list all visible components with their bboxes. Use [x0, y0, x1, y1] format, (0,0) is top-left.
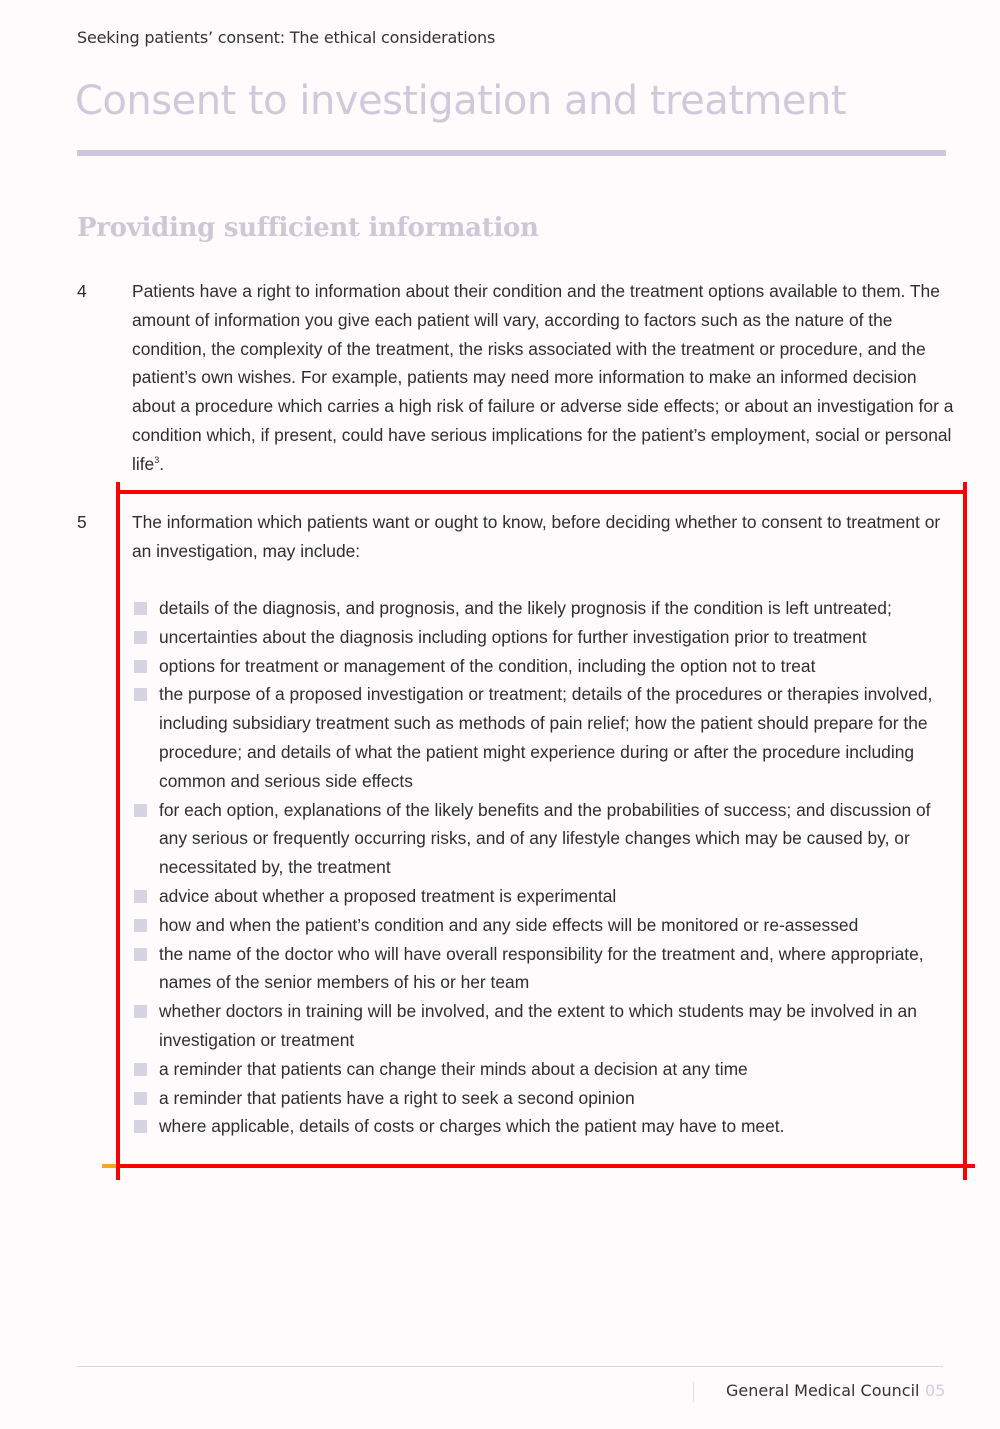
- highlight-corner-tick: [116, 482, 120, 494]
- page-number: 05: [925, 1381, 946, 1400]
- list-item-text: where applicable, details of costs or charges which the patient may have to meet.: [159, 1116, 785, 1137]
- list-item-text: the purpose of a proposed investigation or treatment; details of the procedures or therapies involved, including subsidiary treatment such as methods of pain relief; how the patient should prepare for the procedure; and details of what the patient might experience during or after the procedure including common and serious side effects: [159, 684, 933, 791]
- footer-organization: General Medical Council: [726, 1381, 920, 1400]
- list-item-text: a reminder that patients can change their minds about a decision at any time: [159, 1058, 748, 1079]
- paragraph-number: 5: [77, 512, 87, 532]
- running-head: Seeking patients’ consent: The ethical considerations: [77, 28, 496, 47]
- highlight-edge-mark: [102, 1164, 116, 1168]
- list-item-text: a reminder that patients have a right to seek a second opinion: [159, 1087, 635, 1108]
- list-item-text: uncertainties about the diagnosis including options for further investigation prior to treatment: [159, 626, 867, 647]
- paragraph-end: .: [159, 453, 165, 474]
- highlight-box: [116, 490, 967, 1168]
- paragraph-number: 4: [77, 281, 87, 301]
- footer-separator: [693, 1382, 694, 1402]
- list-item-text: for each option, explanations of the likely benefits and the probabilities of success; and discussion of any serious or frequently occurring risks, and of any lifestyle changes which may be caused by, or necessitated by, the treatment: [159, 799, 931, 878]
- list-item-text: details of the diagnosis, and prognosis, and the likely prognosis if the condition is left untreated;: [159, 598, 892, 618]
- footnote-reference[interactable]: 3: [154, 454, 160, 465]
- list-item-text: options for treatment or management of the condition, including the option not to treat: [159, 655, 816, 676]
- highlight-corner-tick: [963, 482, 967, 494]
- paragraph-text: [132, 277, 957, 479]
- paragraph-text: The information which patients want or ought to know, before deciding whether to consent to treatment or an investigation, may include:: [132, 512, 941, 561]
- title-rule: [77, 150, 946, 156]
- highlight-corner-tick: [116, 1164, 120, 1180]
- page-title: Consent to investigation and treatment: [75, 78, 847, 124]
- footer-rule: [77, 1366, 943, 1367]
- list-item-text: advice about whether a proposed treatment is experimental: [159, 885, 617, 906]
- highlight-edge-mark: [967, 1164, 975, 1168]
- list-item-text: how and when the patient’s condition and any side effects will be monitored or re-assessed: [159, 914, 859, 935]
- list-item-text: the name of the doctor who will have overall responsibility for the treatment and, where appropriate, names of the senior members of his or her team: [159, 943, 924, 993]
- paragraph-body: Patients have a right to information about their condition and the treatment options available to them. The amount of information you give each patient will vary, according to factors such as the nature of the condition, the complexity of the treatment, the risks associated with the treatment or procedure, and the patient’s own wishes. For example, patients may need more information to make an informed decision about a procedure which carries a high risk of failure or adverse side effects; or about an investigation for a condition which, if present, could have serious implications for the patient’s employment, social or personal life: [132, 281, 954, 474]
- list-item-text: whether doctors in training will be involved, and the extent to which students may be involved in an investigation or treatment: [159, 1001, 917, 1050]
- paragraph-4: [77, 277, 957, 479]
- section-heading: Providing sufficient information: [77, 213, 539, 243]
